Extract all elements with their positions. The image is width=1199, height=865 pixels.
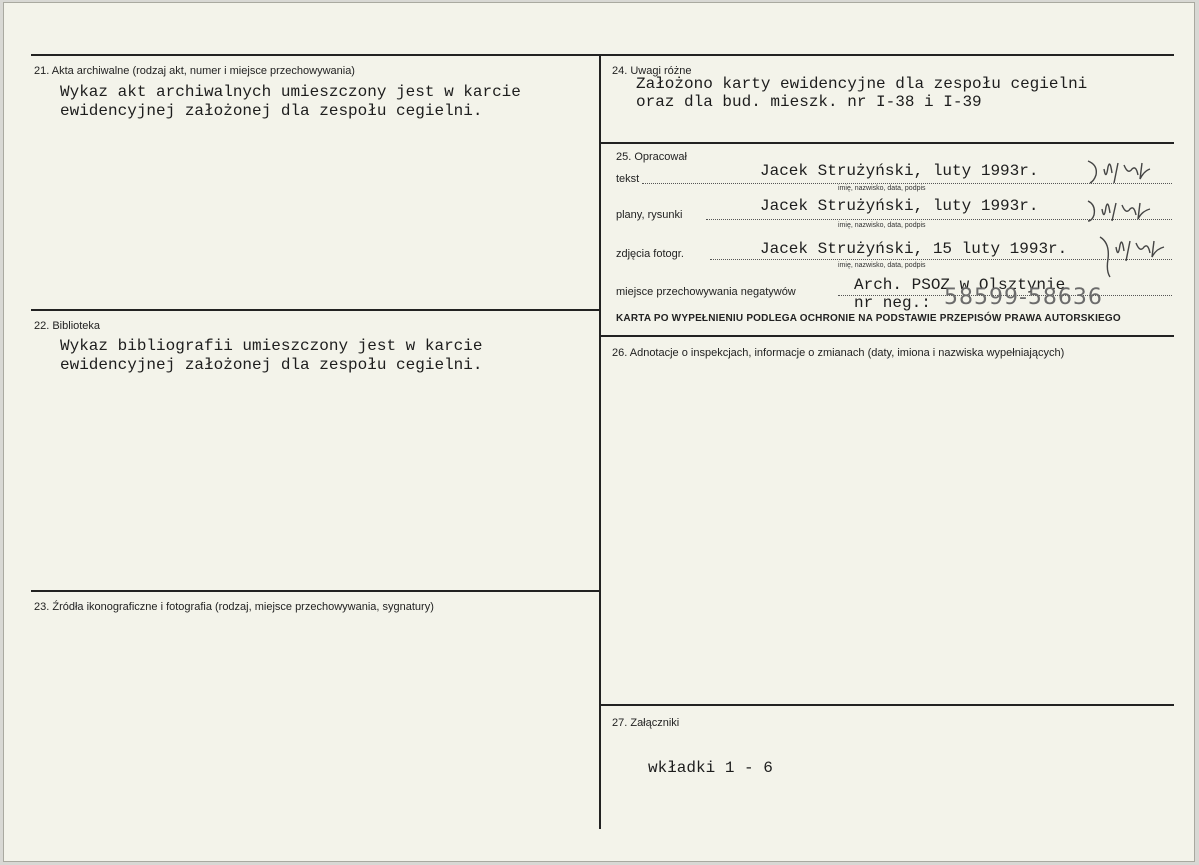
negatywy-label: miejsce przechowywania negatywów	[616, 286, 796, 298]
copyright-notice: KARTA PO WYPEŁNIENIU PODLEGA OCHRONIE NA PODSTAWIE PRZEPISÓW PRAWA AUTORSKIEGO	[616, 313, 1121, 324]
rule-21-22	[31, 309, 601, 311]
plany-hint: imię, nazwisko, data, podpis	[838, 222, 926, 229]
rule-26-27	[601, 704, 1174, 706]
zdjecia-label: zdjęcia fotogr.	[616, 248, 684, 260]
section-24-text-line1: Założono karty ewidencyjne dla zespołu cegielni	[636, 75, 1088, 93]
signature-tekst	[1084, 155, 1154, 185]
zdjecia-hint: imię, nazwisko, data, podpis	[838, 262, 926, 269]
rule-24-25	[601, 142, 1174, 144]
zdjecia-value: Jacek Strużyński, 15 luty 1993r.	[760, 240, 1068, 258]
section-27-label: 27. Załączniki	[612, 717, 680, 729]
section-24-text-line2: oraz dla bud. mieszk. nr I-38 i I-39	[636, 93, 982, 111]
negatywy-value-line1: Arch. PSOZ w Olsztynie	[854, 276, 1066, 294]
plany-label: plany, rysunki	[616, 209, 683, 221]
section-21-label: 21. Akta archiwalne (rodzaj akt, numer i miejsce przechowywania)	[34, 65, 355, 77]
top-rule	[31, 54, 1174, 56]
signature-zdjecia	[1094, 231, 1174, 279]
section-24-label: 24. Uwagi różne	[612, 65, 692, 77]
section-21-text-line1: Wykaz akt archiwalnych umieszczony jest w karcie	[60, 83, 521, 101]
section-26-label: 26. Adnotacje o inspekcjach, informacje o zmianach (daty, imiona i nazwiska wypełniających)	[612, 347, 1065, 359]
section-23-label: 23. Źródła ikonograficzne i fotografia (rodzaj, miejsce przechowywania, sygnatury)	[34, 601, 434, 613]
section-22-text-line1: Wykaz bibliografii umieszczony jest w karcie	[60, 337, 483, 355]
rule-22-23	[31, 590, 601, 592]
negatywy-numbers: 58599-58636	[944, 285, 1103, 310]
signature-plany	[1084, 193, 1154, 223]
tekst-value: Jacek Strużyński, luty 1993r.	[760, 162, 1039, 180]
section-22-label: 22. Biblioteka	[34, 320, 101, 332]
record-card	[3, 2, 1195, 862]
tekst-label: tekst	[616, 173, 640, 185]
plany-value: Jacek Strużyński, luty 1993r.	[760, 197, 1039, 215]
tekst-hint: imię, nazwisko, data, podpis	[838, 185, 926, 192]
center-divider	[599, 54, 601, 829]
section-27-value: wkładki 1 - 6	[648, 759, 773, 777]
rule-25-26	[601, 335, 1174, 337]
section-21-text-line2: ewidencyjnej założonej dla zespołu cegielni.	[60, 102, 483, 120]
negatywy-value-line2: nr neg.:	[854, 294, 931, 312]
section-25-label: 25. Opracował	[616, 151, 687, 163]
section-22-text-line2: ewidencyjnej założonej dla zespołu cegielni.	[60, 356, 483, 374]
